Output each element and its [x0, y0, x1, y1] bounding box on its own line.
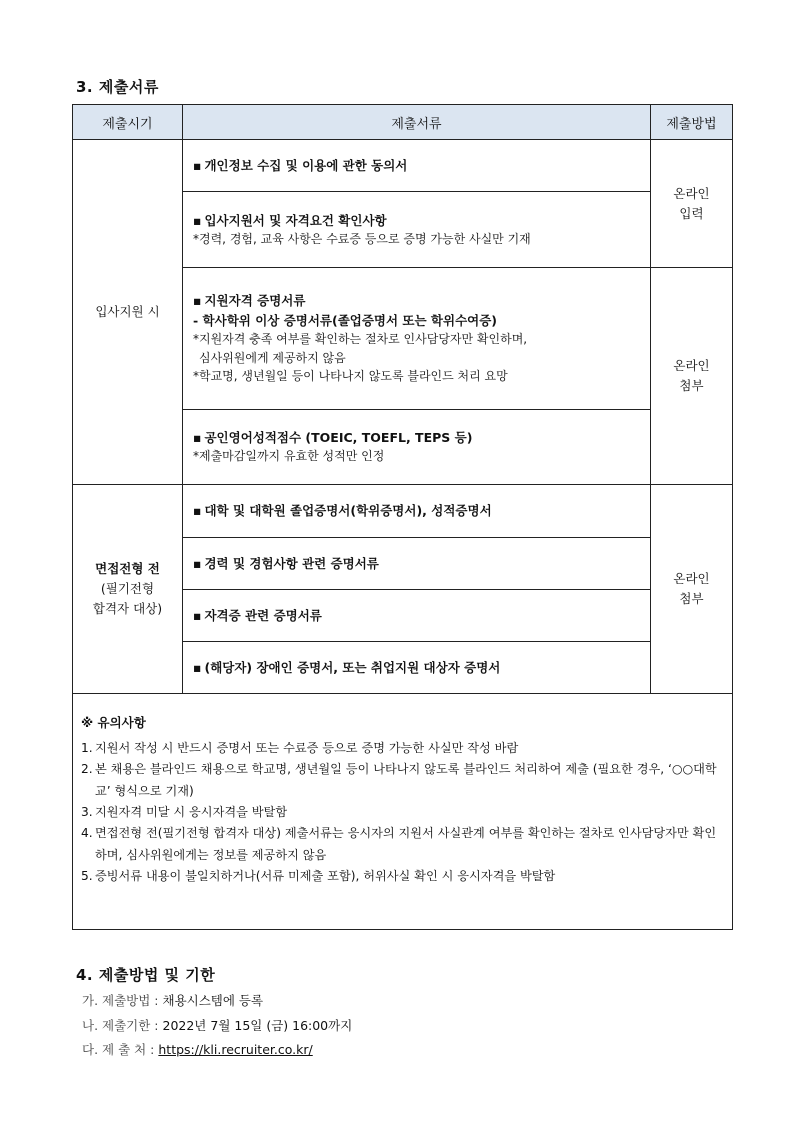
doc-note: 심사위원에게 제공하지 않음 — [199, 350, 346, 365]
notes-box — [73, 694, 733, 930]
group1-method1: 온라인 입력 — [651, 140, 733, 268]
group1-doc3 — [183, 268, 651, 410]
notes-list — [81, 738, 724, 887]
doc-title: ▪ (해당자) 장애인 증명서, 또는 취업지원 대상자 증명서 — [193, 658, 640, 677]
deadline-label: 나. 제출기한 : — [82, 1018, 159, 1033]
group2-time: 면접전형 전 — [95, 561, 160, 576]
doc-title: ▪ 개인정보 수집 및 이용에 관한 동의서 — [193, 156, 640, 175]
doc-title: ▪ 대학 및 대학원 졸업증명서(학위증명서), 성적증명서 — [193, 501, 640, 520]
group2-doc4 — [183, 642, 651, 694]
doc-note: *경력, 경험, 교육 사항은 수료증 등으로 증명 가능한 사실만 기재 — [193, 231, 531, 246]
deadline-row — [82, 1016, 352, 1034]
notes-title: ※ 유의사항 — [81, 715, 146, 730]
recruiter-link[interactable]: https://kli.recruiter.co.kr/ — [158, 1042, 313, 1057]
group1-doc2 — [183, 192, 651, 268]
notes-row — [73, 694, 733, 930]
list-item: 3. 지원자격 미달 시 응시자격을 박탈함 — [81, 804, 288, 819]
doc-title: ▪ 자격증 관련 증명서류 — [193, 606, 640, 625]
documents-table — [72, 104, 733, 930]
submit-method-row — [82, 991, 263, 1009]
section4-title: 4. 제출방법 및 기한 — [76, 966, 216, 984]
table-row — [73, 485, 733, 538]
list-item: 2. 본 채용은 블라인드 채용으로 학교명, 생년월일 등이 나타나지 않도록 블라인드 처리하여 제출 (필요한 경우, ‘○○대학교’ 형식으로 기재) — [81, 762, 717, 798]
doc-note: *제출마감일까지 유효한 성적만 인정 — [193, 449, 385, 464]
table-header-row — [73, 105, 733, 140]
submit-place-row — [82, 1040, 313, 1058]
group2-doc1 — [183, 485, 651, 538]
header-method: 제출방법 — [651, 105, 733, 140]
group2-time-cell — [73, 485, 183, 694]
group1-method2: 온라인 첨부 — [651, 268, 733, 485]
list-item: 1. 지원서 작성 시 반드시 증명서 또는 수료증 등으로 증명 가능한 사실만 작성 바람 — [81, 740, 519, 755]
submit-method-value: 채용시스템에 등록 — [162, 993, 264, 1008]
table-row — [73, 140, 733, 192]
group2-doc2 — [183, 538, 651, 590]
group1-time: 입사지원 시 — [73, 140, 183, 485]
doc-subtitle: - 학사학위 이상 증명서류(졸업증명서 또는 학위수여증) — [193, 312, 498, 328]
doc-title: ▪ 지원자격 증명서류 — [193, 291, 640, 310]
doc-note: *학교명, 생년월일 등이 나타나지 않도록 블라인드 처리 요망 — [193, 369, 508, 384]
doc-note: *지원자격 충족 여부를 확인하는 절차로 인사담당자만 확인하며, — [193, 331, 528, 346]
group2-time-sub: (필기전형 합격자 대상) — [92, 581, 163, 616]
header-docs: 제출서류 — [183, 105, 651, 140]
list-item: 5. 증빙서류 내용이 불일치하거나(서류 미제출 포함), 허위사실 확인 시 응시자격을 박탈함 — [81, 868, 556, 883]
section3-title: 3. 제출서류 — [76, 78, 159, 96]
doc-title: ▪ 경력 및 경험사항 관련 증명서류 — [193, 554, 640, 573]
header-time: 제출시기 — [73, 105, 183, 140]
group1-doc4 — [183, 410, 651, 485]
group2-method: 온라인 첨부 — [651, 485, 733, 694]
deadline-value: 2022년 7월 15일 (금) 16:00까지 — [162, 1018, 353, 1033]
doc-title: ▪ 공인영어성적점수 (TOEIC, TOEFL, TEPS 등) — [193, 428, 640, 447]
doc-title: ▪ 입사지원서 및 자격요건 확인사항 — [193, 211, 640, 230]
submit-place-label: 다. 제 출 처 : — [82, 1042, 155, 1057]
group1-doc1 — [183, 140, 651, 192]
submit-method-label: 가. 제출방법 : — [82, 993, 159, 1008]
list-item: 4. 면접전형 전(필기전형 합격자 대상) 제출서류는 응시자의 지원서 사실관계 여부를 확인하는 절차로 인사담당자만 확인하며, 심사위원에게는 정보를 제공하지 않음 — [81, 826, 717, 862]
group2-doc3 — [183, 590, 651, 642]
